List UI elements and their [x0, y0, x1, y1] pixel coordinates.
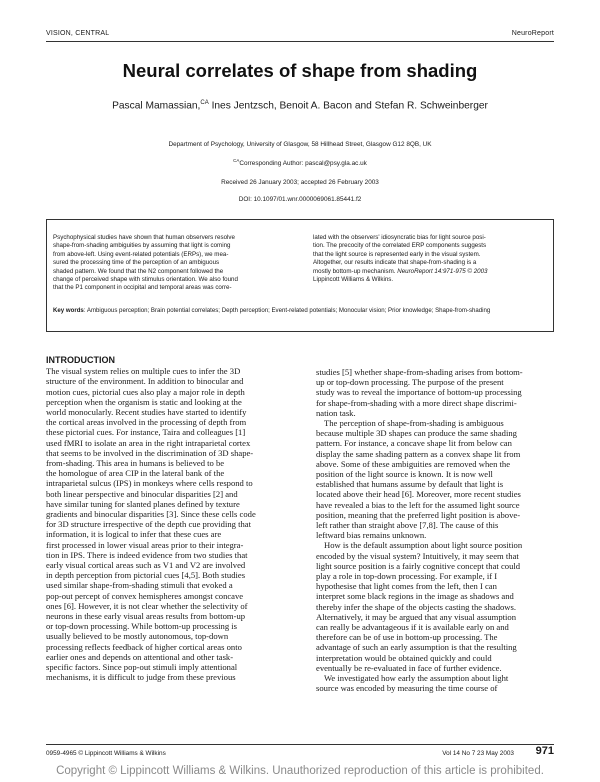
abstract-line: Lippincott Williams & Wilkins. [313, 276, 394, 284]
body-line: pop-out percept of convex hemispheres amongst concave [46, 590, 244, 601]
received-dates: Received 26 January 2003; accepted 26 February 2003 [221, 179, 379, 186]
abstract-line: that the P1 component in occipital and temporal areas was corre- [53, 284, 232, 292]
body-line: intraparietal sulcus (IPS) in monkeys where cells respond to [46, 478, 253, 489]
body-line: interpret some black regions in the image as shadows and [316, 591, 514, 602]
abstract-line: lated with the observers' idiosyncratic bias for light source posi- [313, 234, 486, 241]
body-right-column [316, 367, 554, 694]
body-line: usually believed to be mostly autonomous, top-down [46, 631, 229, 642]
corresponding-mark: CA [200, 100, 209, 106]
body-line: have revealed a bias to the left for the assumed light source [316, 499, 520, 510]
body-line: left rather than straight above [7,8]. The cause of this [316, 520, 499, 531]
page-number: 971 [535, 745, 554, 757]
body-line: position, meaning that the preferred light position is above- [316, 509, 521, 520]
body-line: thereby infer the shape of the objects casting the shadows. [316, 601, 516, 612]
first-author: Pascal Mamassian, [112, 100, 201, 112]
body-line: established that humans assume by default that light is [316, 479, 504, 490]
body-line: earlier ones and depends on attentional and other task- [46, 651, 234, 662]
copyright-notice: Copyright © Lippincott Williams & Wilkins. Unauthorized reproduction of this article is prohibited. [56, 765, 544, 777]
corresponding-sup: CA [233, 158, 240, 163]
body-line: located above their head [6]. Moreover, more recent studies [316, 489, 521, 500]
body-line: position of the light source is known. It is now well [316, 469, 493, 480]
body-line: eventually be re-evaluated in face of further evidence. [316, 662, 502, 673]
body-line: first processed in lower visual areas prior to their integra- [46, 539, 244, 550]
article-title: Neural correlates of shape from shading [122, 60, 478, 81]
corresponding-author [0, 158, 600, 167]
body-line: encoded by the visual system? Intuitively, it may seem that [316, 550, 519, 561]
body-line: perception when the organism is static and looking at the [46, 396, 242, 407]
body-line: source was encoded by measuring the time course of [316, 683, 498, 694]
body-line: motion cues, pictorial cues also play a major role in depth [46, 386, 245, 397]
body-line: neurons in these early visual areas results from bottom-up [46, 611, 246, 622]
body-line: that seems to be involved in the discrimination of 3D shape- [46, 447, 254, 458]
journal-name: NeuroReport [511, 30, 554, 37]
issn-line: 0959-4965 © Lippincott Williams & Wilkins [46, 750, 166, 757]
keywords-label: Key words [53, 307, 84, 314]
section-heading: INTRODUCTION [46, 355, 115, 365]
keywords [53, 307, 547, 315]
body-line: therefore can be of use in bottom-up processing. The [316, 632, 498, 643]
body-line: world monocularly. Recent studies have started to identify [46, 407, 247, 418]
other-authors: Ines Jentzsch, Benoit A. Bacon and Stefan R. Schweinberger [208, 100, 488, 112]
abstract-box [46, 219, 554, 332]
body-line: from-shading. This area in humans is believed to be [46, 458, 225, 469]
abstract-line: Psychophysical studies have shown that human observers resolve [53, 234, 235, 241]
body-line: interpretation would be obtained quickly and could [316, 652, 492, 663]
doi: DOI: 10.1097/01.wnr.0000069061.85441.f2 [238, 196, 362, 203]
body-line: structure of the environment. In addition to binocular and [46, 376, 244, 387]
abstract-line: tion. The precocity of the correlated ERP components suggests [313, 242, 487, 250]
body-line: gradients and binocular disparities [3]. Since these cells code [46, 509, 256, 520]
body-line: display the same shading pattern as a convex shape lit from [316, 448, 521, 459]
body-line: above. Some of these ambiguities are removed when the [316, 458, 511, 469]
body-line: The perception of shape-from-shading is ambiguous [324, 418, 504, 429]
abstract-line: sured the processing time of the perception of an ambiguous [53, 259, 220, 267]
body-line: studies [5] whether shape-from-shading arises from bottom- [316, 367, 523, 377]
abstract-left-column [53, 234, 287, 293]
section-label: VISION, CENTRAL [46, 30, 110, 37]
body-line: advantage of such an early assumption is that the resulting [316, 642, 517, 653]
abstract-right-column [313, 234, 547, 284]
abstract-line: that the light source is represented early in the visual system. [313, 250, 481, 258]
corresponding-text: Corresponding Author: pascal@psy.gla.ac.uk [239, 160, 367, 168]
body-line: or top-down processing. While bottom-up processing is [46, 621, 238, 632]
abstract-line: change of perceived shape with stimulus orientation. We also found [53, 276, 238, 284]
body-line: light source position is a fairly cognitive concept that could [316, 560, 521, 571]
body-line: play a role in top-down processing. For example, if I [316, 571, 498, 582]
body-line: have similar tuning for slanted planes defined by texture [46, 498, 240, 509]
abstract-citation: NeuroReport 14:971-975 © 2003 [395, 267, 488, 275]
body-line: these pictorial cues. For instance, Taira and colleagues [1] [46, 427, 246, 438]
body-line: leftward bias remains unknown. [316, 530, 427, 541]
body-line: in depth perception from pictorial cues [4,5]. Both studies [46, 570, 246, 581]
body-line: We investigated how early the assumption about light [324, 673, 509, 684]
author-list [0, 100, 600, 111]
body-line: processing reflects feedback of higher cortical areas onto [46, 641, 242, 652]
abstract-line: shape-from-shading ambiguities by assuming that light is coming [53, 242, 231, 250]
body-line: because multiple 3D shapes can produce the same shading [316, 428, 517, 439]
body-line: used similar shape-from-shading stimuli that evoked a [46, 580, 233, 591]
body-line: How is the default assumption about light source position [324, 540, 523, 551]
body-line: specific factors. Since pop-out stimuli imply attentional [46, 662, 238, 673]
body-line: can really be advantageous if it is available early on and [316, 622, 509, 633]
footer-divider [46, 744, 554, 745]
volume-info: Vol 14 No 7 23 May 2003 [442, 750, 514, 757]
body-line: early visual cortical areas such as V1 and V2 are involved [46, 560, 246, 571]
affiliation: Department of Psychology, University of Glasgow, 58 Hillhead Street, Glasgow G12 8QB, UK [168, 141, 432, 148]
body-line: study was to reveal the importance of bottom-up processing [316, 387, 522, 398]
abstract-line: Altogether, our results indicate that shape-from-shading is a [313, 259, 477, 267]
body-line: the homologue of area CIP in the lateral bank of the [46, 468, 225, 479]
body-line: nation task. [316, 407, 356, 418]
keywords-text: : Ambiguous perception; Brain potential correlates; Depth perception; Event-related potentials; Monocular vision; Prior knowledge; Shape-from-shading [83, 307, 491, 314]
body-line: the cortical areas involved in the processing of depth from [46, 417, 247, 428]
body-line: for 3D structure irrespective of the depth cue providing that [46, 519, 251, 530]
header-divider [46, 41, 554, 42]
body-line: both linear perspective and binocular disparities [2] and [46, 488, 238, 499]
body-line: hypothesise that light comes from the left, then I can [316, 581, 497, 592]
body-line: mechanisms, it is difficult to judge from these previous [46, 672, 236, 683]
body-line: for shape-from-shading with a more direct shape discrimi- [316, 397, 517, 408]
body-left-column [46, 355, 284, 683]
body-line: Alternatively, it may be argued that any visual assumption [316, 611, 516, 622]
abstract-line: from above-left. Using event-related potentials (ERPs), we mea- [53, 250, 229, 258]
body-line: ones [6]. However, it is not clear whether the selectivity of [46, 600, 248, 611]
body-line: The visual system relies on multiple cues to infer the 3D [46, 366, 241, 377]
body-line: used fMRI to isolate an area in the right intraparietal cortex [46, 437, 251, 448]
abstract-line [313, 268, 547, 276]
body-line: pattern. For instance, a concave shape lit from below can [316, 438, 512, 449]
body-line: information, it is logical to infer that these cues are [46, 529, 222, 540]
abstract-conclusion: mostly bottom-up mechanism. [313, 267, 396, 275]
body-line: up or top-down processing. The purpose of the present [316, 377, 504, 388]
abstract-line: shaded pattern. We found that the N2 component followed the [53, 267, 224, 275]
body-line: tion in IPS. There is indeed evidence from two studies that [46, 549, 248, 560]
